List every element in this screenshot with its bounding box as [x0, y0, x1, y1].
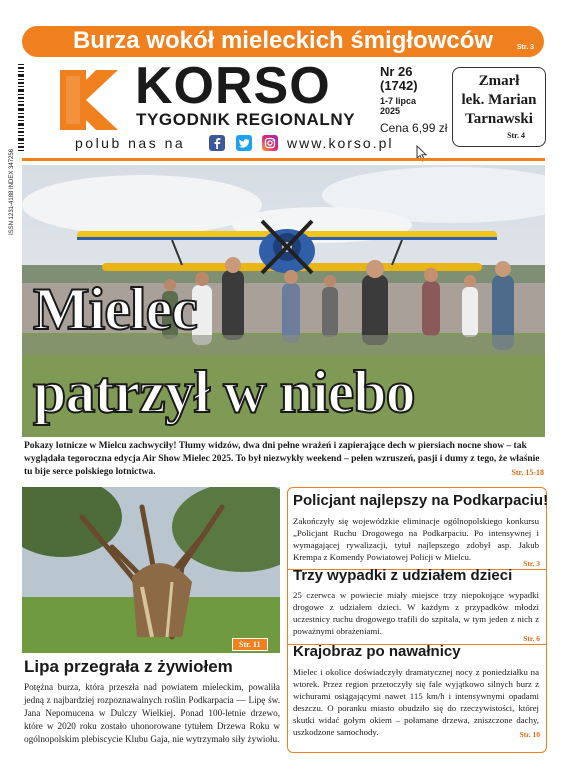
story-right-2-title[interactable]: Trzy wypadki z udziałem dzieci: [293, 567, 513, 584]
price: Cena 6,99 zł: [380, 121, 448, 135]
story-left-title[interactable]: Lipa przegrała z żywiołem: [24, 657, 233, 676]
issue-number: Nr 26 (1742): [380, 64, 418, 93]
fallen-tree-photo[interactable]: [22, 487, 280, 653]
story-right-3-page-ref: Str. 10: [519, 730, 540, 739]
obituary-page-ref: Str. 4: [507, 131, 525, 140]
barcode-icon: [8, 64, 24, 154]
website-link[interactable]: www.korso.pl: [287, 135, 394, 151]
masthead-subtitle: TYGODNIK REGIONALNY: [136, 110, 356, 129]
story-left-body: Potężna burza, która przeszła nad powiatem mieleckim, powaliła jedną z najbardziej rozpoznawalnych roślin Podkarpacia — Lipę św. Jana Nepomucena w Dulczy Wielkiej. Ponad 100-letnie drzewo, które w 2020 roku zostało uhonorowane tytułem Drzewa Roku w ogólnopolskim plebiscycie Klubu Gaja, nie wytrzymało siły żywiołu.: [24, 682, 280, 744]
social-prompt: polub nas na: [75, 135, 186, 151]
korso-logo-icon[interactable]: [56, 66, 124, 134]
banner-page-ref: Str. 3: [516, 44, 534, 51]
hero-page-ref: Str. 15-18: [511, 468, 544, 477]
story-right-2-body: 25 czerwca w powiecie miały miejsce trzy niepokojące wypadki drogowe z udziałem dzieci. W każdym z przypadków młodzi uczestnicy ruchu drogowego trafili do szpitala, w tym jeden z nich z poważnymi obrażeniami.: [293, 590, 539, 636]
story-right-3-body: Mielec i okolice doświadczyły dramatycznej nocy z poniedziałku na wtorek. Przez region przetoczyły się fale wyjątkowo silnych burz z wichurami osiągającymi nawet 115 km/h i intensywnymi opadami deszczu. O poranku miasto obudziło się do rzeczywistości, której skutki widać gołym okiem – połamane drzewa, zniszczone dachy, uszkodzone samochody.: [293, 667, 539, 737]
story-right-1-body: Zakończyły się wojewódzkie eliminacje ogólnopolskiego konkursu „Policjant Ruchu Drogowego na Podkarpaciu. Po intensywnej i wymagającej rywalizacji, tytuł najlepszego zdobył asp. Jakub Krempa z Komendy Powiatowej Policji w Mielcu.: [293, 516, 539, 562]
hero-title-line-1: Mielec: [33, 276, 197, 342]
story-right-1-title[interactable]: Policjant najlepszy na Podkarpaciu!: [293, 492, 549, 509]
top-banner[interactable]: [22, 26, 544, 57]
header-divider: [22, 158, 545, 161]
instagram-icon[interactable]: [262, 135, 278, 151]
facebook-icon[interactable]: [209, 135, 225, 151]
obituary-line-3: Tarnawski: [465, 111, 533, 127]
story-right-1-page-ref: Str. 3: [523, 559, 540, 568]
hero-title-line-2: patrzył w niebo: [33, 359, 415, 425]
obituary-line-1: Zmarł: [478, 73, 520, 89]
obituary-box[interactable]: [452, 67, 546, 147]
banner-headline: Burza wokół mieleckich śmigłowców: [72, 27, 494, 54]
twitter-icon[interactable]: [236, 135, 252, 151]
tree-image-page-ref: Str. 11: [232, 638, 268, 651]
story-right-2-page-ref: Str. 6: [523, 634, 540, 643]
obituary-line-2: lek. Marian: [461, 92, 537, 108]
issn-code: ISSN 1231-4188 INDEX 347256: [9, 148, 15, 235]
masthead-logo[interactable]: KORSO: [135, 57, 331, 115]
story-right-3-title[interactable]: Krajobraz po nawałnicy: [293, 643, 461, 660]
issue-dates: 1-7 lipca 2025: [380, 96, 417, 116]
hero-lead: Pokazy lotnicze w Mielcu zachwyciły! Tłumy widzów, dwa dni pełne wrażeń i zapierające dech w piersiach nocne show – tak wyglądała tegoroczna edycja Air Show Mielec 2025. To był niezwykły weekend – pełen wzruszeń, pasji i dumy z tego, że właśnie tu bije serce polskiego lotnictwa.: [24, 441, 540, 477]
